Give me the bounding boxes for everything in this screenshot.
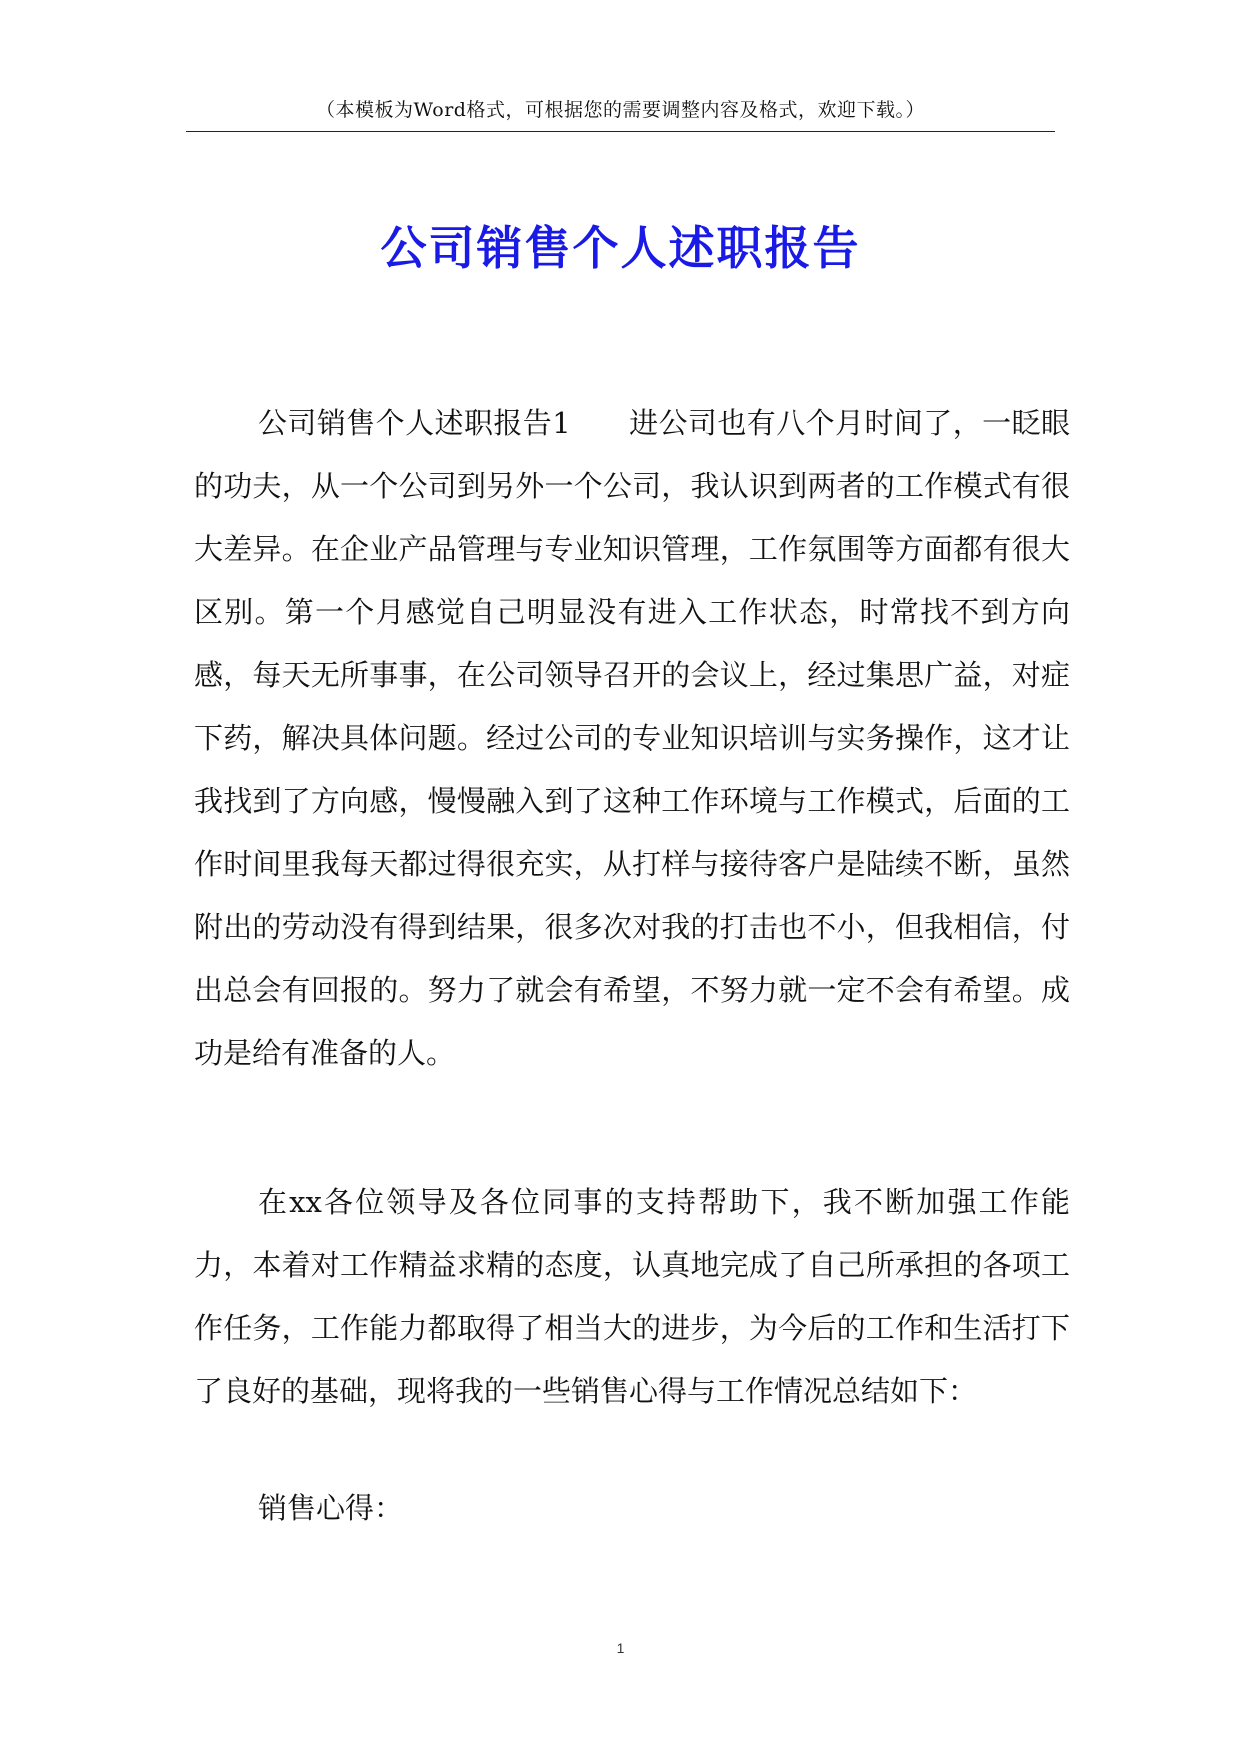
paragraph-3: 销售心得： [258,1491,404,1525]
paragraph-1-lead: 公司销售个人述职报告1 [258,406,571,440]
page-number: 1 [616,1640,625,1656]
paragraph-1 [194,392,1070,1085]
paragraph-2: 在xx各位领导及各位同事的支持帮助下，我不断加强工作能力，本着对工作精益求精的态度，认真地完成了自己所承担的各项工作任务，工作能力都取得了相当大的进步，为今后的工作和生活打下了良好的基础，现将我的一些销售心得与工作情况总结如下： [194,1185,1070,1408]
paragraph-1-text: 进公司也有八个月时间了，一眨眼的功夫，从一个公司到另外一个公司，我认识到两者的工作模式有很大差异。在企业产品管理与专业知识管理，工作氛围等方面都有很大区别。第一个月感觉自己明显没有进入工作状态，时常找不到方向感，每天无所事事，在公司领导召开的会议上，经过集思广益，对症下药，解决具体问题。经过公司的专业知识培训与实务操作，这才让我找到了方向感，慢慢融入到了这种工作环境与工作模式，后面的工作时间里我每天都过得很充实，从打样与接待客户是陆续不断，虽然附出的劳动没有得到结果，很多次对我的打击也不小，但我相信，付出总会有回报的。努力了就会有希望，不努力就一定不会有希望。成功是给有准备的人。 [194,406,1070,1070]
header-divider [186,131,1055,132]
header-note: （本模板为Word格式，可根据您的需要调整内容及格式，欢迎下载。） [316,99,925,121]
document-title: 公司销售个人述职报告 [380,221,861,275]
